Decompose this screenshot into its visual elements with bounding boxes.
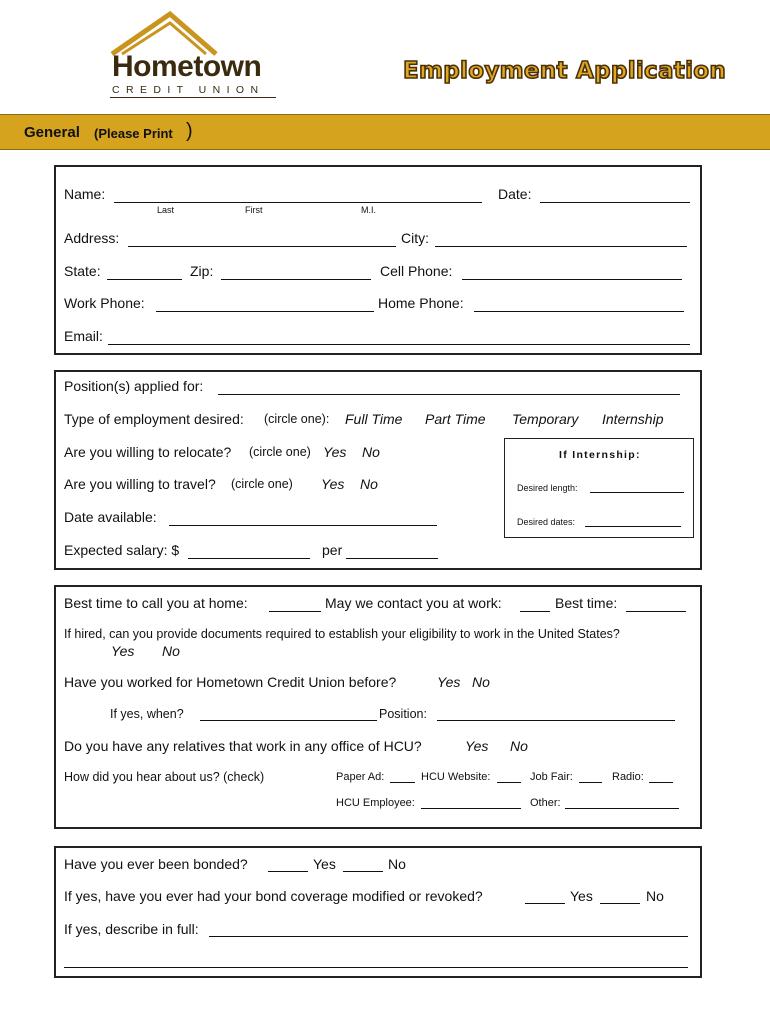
bonded-no-label: No	[388, 856, 406, 872]
bond-modified-yes-field[interactable]	[525, 903, 565, 904]
name-label: Name:	[64, 186, 106, 202]
eligibility-no[interactable]: No	[162, 643, 180, 659]
home-phone-label: Home Phone:	[378, 295, 464, 311]
city-label: City:	[401, 230, 429, 246]
relocate-circle-note: (circle one)	[249, 445, 311, 459]
mi-caption: M.I.	[361, 205, 376, 215]
radio-label: Radio:	[612, 771, 644, 783]
bonded-question: Have you ever been bonded?	[64, 856, 248, 872]
date-field[interactable]	[540, 202, 690, 203]
worked-before-no[interactable]: No	[472, 674, 490, 690]
hcu-website-field[interactable]	[497, 782, 521, 783]
bond-modified-yes-label: Yes	[570, 888, 593, 904]
positions-label: Position(s) applied for:	[64, 378, 204, 394]
work-phone-label: Work Phone:	[64, 295, 145, 311]
relocate-no[interactable]: No	[362, 444, 380, 460]
best-time-field[interactable]	[626, 611, 686, 612]
internship-box-title: If Internship:	[559, 449, 641, 461]
banner-label: General	[24, 124, 80, 141]
email-label: Email:	[64, 328, 103, 344]
describe-label: If yes, describe in full:	[64, 921, 199, 937]
hcu-employee-label: HCU Employee:	[336, 797, 415, 809]
position-field[interactable]	[437, 720, 675, 721]
banner-note: (Please Print	[94, 126, 173, 141]
worked-before-question: Have you worked for Hometown Credit Union before?	[64, 674, 397, 690]
contact-work-label: May we contact you at work:	[325, 595, 502, 611]
cell-phone-label: Cell Phone:	[380, 263, 453, 279]
paper-ad-field[interactable]	[390, 782, 415, 783]
salary-per-label: per	[322, 542, 343, 558]
relatives-no[interactable]: No	[510, 738, 528, 754]
desired-length-field[interactable]	[590, 492, 684, 493]
city-field[interactable]	[435, 246, 687, 247]
hcu-employee-field[interactable]	[421, 808, 521, 809]
travel-circle-note: (circle one)	[231, 477, 293, 491]
describe-field-line-1[interactable]	[209, 936, 688, 937]
best-time-label: Best time:	[555, 595, 618, 611]
other-field[interactable]	[565, 808, 679, 809]
cell-phone-field[interactable]	[462, 279, 682, 280]
first-caption: First	[245, 205, 263, 215]
bond-modified-question: If yes, have you ever had your bond coverage modified or revoked?	[64, 888, 483, 904]
travel-no[interactable]: No	[360, 476, 378, 492]
option-temporary[interactable]: Temporary	[512, 411, 579, 427]
job-fair-field[interactable]	[579, 782, 602, 783]
employment-type-label: Type of employment desired:	[64, 411, 244, 427]
if-yes-when-label: If yes, when?	[110, 707, 184, 721]
email-field[interactable]	[108, 344, 690, 345]
worked-before-yes[interactable]: Yes	[437, 674, 461, 690]
bond-modified-no-label: No	[646, 888, 664, 904]
eligibility-yes[interactable]: Yes	[111, 643, 135, 659]
salary-label: Expected salary: $	[64, 542, 180, 558]
salary-field[interactable]	[188, 558, 310, 559]
contact-work-field[interactable]	[520, 611, 550, 612]
date-label: Date:	[498, 186, 532, 202]
personal-info-box	[54, 165, 702, 355]
paper-ad-label: Paper Ad:	[336, 771, 385, 783]
option-full-time[interactable]: Full Time	[345, 411, 403, 427]
last-caption: Last	[157, 205, 175, 215]
zip-field[interactable]	[221, 279, 371, 280]
page-title: Employment Application	[403, 58, 727, 84]
radio-field[interactable]	[649, 782, 673, 783]
if-yes-when-field[interactable]	[200, 720, 377, 721]
zip-label: Zip:	[190, 263, 214, 279]
other-label: Other:	[530, 797, 561, 809]
position-label: Position:	[379, 707, 427, 721]
logo-wordmark: Hometown	[112, 50, 262, 83]
travel-yes[interactable]: Yes	[321, 476, 345, 492]
eligibility-question: If hired, can you provide documents required to establish your eligibility to work in the United States?	[64, 627, 620, 641]
relatives-question: Do you have any relatives that work in any office of HCU?	[64, 738, 422, 754]
salary-per-field[interactable]	[346, 558, 438, 559]
date-available-label: Date available:	[64, 509, 157, 525]
desired-dates-label: Desired dates:	[517, 517, 576, 527]
best-time-home-field[interactable]	[269, 611, 321, 612]
desired-length-label: Desired length:	[517, 483, 578, 493]
relocate-label: Are you willing to relocate?	[64, 444, 232, 460]
name-field[interactable]	[114, 202, 482, 203]
option-internship[interactable]: Internship	[602, 411, 664, 427]
positions-field[interactable]	[218, 394, 680, 395]
circle-one-note: (circle one):	[264, 412, 330, 426]
job-fair-label: Job Fair:	[530, 771, 573, 783]
bond-modified-no-field[interactable]	[600, 903, 640, 904]
date-available-field[interactable]	[169, 525, 437, 526]
banner-paren: )	[186, 120, 193, 142]
home-phone-field[interactable]	[474, 311, 684, 312]
hear-about-question: How did you hear about us? (check)	[64, 770, 265, 784]
state-field[interactable]	[107, 279, 182, 280]
bonded-no-field[interactable]	[343, 871, 383, 872]
travel-label: Are you willing to travel?	[64, 476, 216, 492]
state-label: State:	[64, 263, 101, 279]
relocate-yes[interactable]: Yes	[323, 444, 347, 460]
address-label: Address:	[64, 230, 120, 246]
hcu-website-label: HCU Website:	[421, 771, 491, 783]
logo-underline	[110, 97, 276, 98]
best-time-home-label: Best time to call you at home:	[64, 595, 248, 611]
bonded-yes-label: Yes	[313, 856, 336, 872]
describe-field-line-2[interactable]	[64, 967, 688, 968]
section-banner	[0, 114, 770, 150]
bonded-yes-field[interactable]	[268, 871, 308, 872]
logo-subtitle: CREDIT UNION	[112, 84, 265, 96]
work-phone-field[interactable]	[156, 311, 374, 312]
desired-dates-field[interactable]	[585, 526, 681, 527]
address-field[interactable]	[128, 246, 396, 247]
option-part-time[interactable]: Part Time	[425, 411, 486, 427]
relatives-yes[interactable]: Yes	[465, 738, 489, 754]
